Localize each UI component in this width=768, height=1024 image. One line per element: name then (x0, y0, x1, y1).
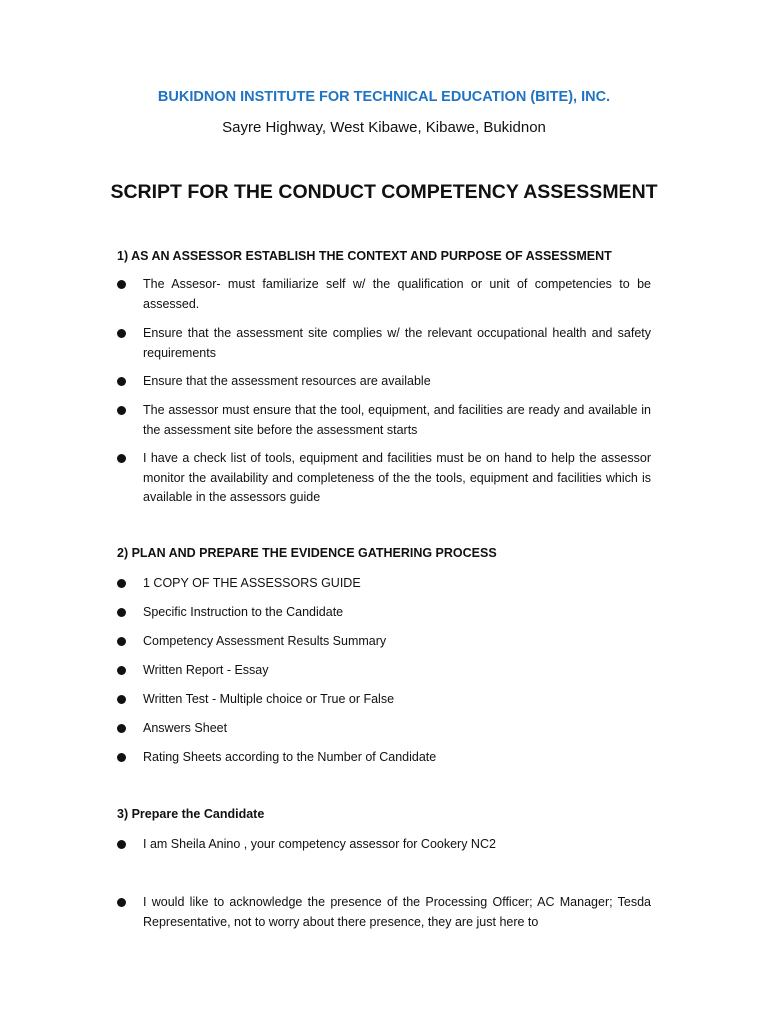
bullet-icon (117, 753, 126, 762)
list-item (117, 719, 651, 739)
list-item-text: The assessor must ensure that the tool, equipment, and facilities are ready and available in the assessment site before the assessment starts (143, 403, 651, 437)
list-item (117, 748, 651, 768)
bullet-icon (117, 579, 126, 588)
list-item-text: I have a check list of tools, equipment and facilities must be on hand to help the assessor monitor the availability and completeness of the the tools, equipment and facilities which is available in the assessors guide (143, 451, 651, 504)
bullet-icon (117, 454, 126, 463)
bullet-icon (117, 406, 126, 415)
list-item-text: I am Sheila Anino , your competency assessor for Cookery NC2 (143, 837, 496, 851)
bullet-icon (117, 377, 126, 386)
list-item-text: Answers Sheet (143, 721, 228, 735)
list-item-text: Ensure that the assessment site complies w/ the relevant occupational health and safety requirements (143, 326, 651, 360)
bullet-icon (117, 329, 126, 338)
institute-name: BUKIDNON INSTITUTE FOR TECHNICAL EDUCATION (BITE), INC. (157, 89, 611, 105)
bullet-icon (117, 608, 126, 617)
institute-address: Sayre Highway, West Kibawe, Kibawe, Bukidnon (222, 119, 546, 136)
list-item (117, 603, 651, 623)
section-3-heading: 3) Prepare the Candidate (117, 807, 265, 821)
list-item (117, 372, 651, 392)
list-item (117, 632, 651, 652)
bullet-icon (117, 666, 126, 675)
list-item-text: I would like to acknowledge the presence of the Processing Officer; AC Manager; Tesda Representative, not to worry about there presence, they are just here to (143, 895, 651, 929)
bullet-icon (117, 724, 126, 733)
bullet-icon (117, 840, 126, 849)
document-title: SCRIPT FOR THE CONDUCT COMPETENCY ASSESSMENT (110, 181, 658, 203)
bullet-icon (117, 898, 126, 907)
list-item (117, 275, 651, 314)
list-item (117, 449, 651, 508)
list-item (117, 401, 651, 440)
list-item-text: Rating Sheets according to the Number of Candidate (143, 750, 437, 764)
list-item-text: 1 COPY OF THE ASSESSORS GUIDE (143, 576, 361, 590)
list-item-text: Ensure that the assessment resources are available (143, 374, 431, 388)
list-item (117, 324, 651, 363)
list-item (117, 574, 651, 594)
list-item-text: The Assesor- must familiarize self w/ the qualification or unit of competencies to be assessed. (143, 277, 651, 311)
section-2-heading: 2) PLAN AND PREPARE THE EVIDENCE GATHERING PROCESS (117, 546, 497, 560)
bullet-icon (117, 695, 126, 704)
list-item (117, 690, 651, 710)
bullet-icon (117, 280, 126, 289)
list-item-text: Written Report - Essay (143, 663, 269, 677)
list-item-text: Specific Instruction to the Candidate (143, 605, 344, 619)
list-item (117, 835, 651, 855)
list-item-text: Competency Assessment Results Summary (143, 634, 387, 648)
section-1-heading: 1) AS AN ASSESSOR ESTABLISH THE CONTEXT AND PURPOSE OF ASSESSMENT (117, 249, 612, 263)
list-item-text: Written Test - Multiple choice or True or False (143, 692, 395, 706)
list-item (117, 661, 651, 681)
list-item (117, 893, 651, 932)
bullet-icon (117, 637, 126, 646)
